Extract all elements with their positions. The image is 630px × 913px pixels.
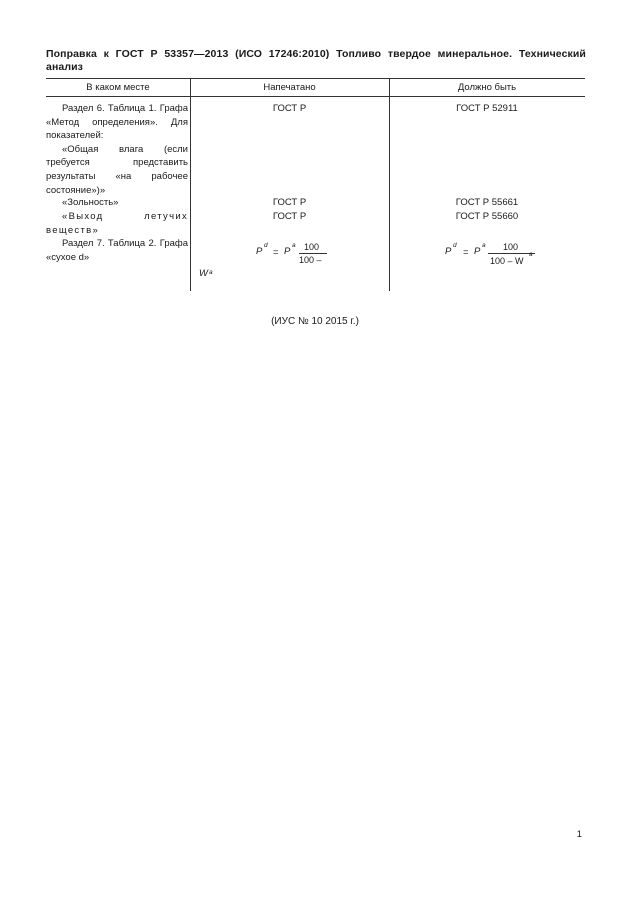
printed-formula-denominator: 100 –	[299, 255, 322, 265]
correct-formula-lhs-sup: d	[453, 242, 457, 249]
row-2-location-line-1: «Зольность»	[62, 197, 119, 208]
printed-formula-fraction-bar	[299, 253, 327, 254]
row-4-location-line-1: Раздел 7. Таблица 2. Графа «сухое d»	[46, 238, 188, 263]
row-3-location-line-1: «Выход летучих веществ»	[46, 211, 188, 236]
row-4-location	[46, 237, 188, 264]
correct-formula-denominator: 100 – W	[490, 256, 524, 266]
printed-formula-rhs: P	[284, 246, 291, 257]
column-header-printed: Напечатано	[263, 82, 316, 93]
row-2-printed: ГОСТ Р	[272, 197, 307, 208]
page-number: 1	[576, 829, 582, 840]
printed-formula-lhs-sup: d	[264, 242, 268, 249]
row-1-should-be: ГОСТ Р 52911	[456, 103, 518, 114]
correct-formula-lhs: P	[445, 246, 452, 257]
printed-formula-rhs-sup: a	[292, 242, 296, 249]
row-1-location-line-1: Раздел 6. Таблица 1. Графа «Метод определения». Для показателей:	[46, 103, 188, 142]
column-header-should-be: Должно быть	[457, 82, 517, 93]
row-2-location	[46, 196, 188, 210]
printed-formula-eq: =	[273, 247, 279, 258]
column-header-location: В каком месте	[86, 82, 150, 93]
row-1-location-line-2: «Общая влага (если требуется представить результаты «на рабочее состояние»)»	[46, 143, 188, 196]
row-1-location	[46, 102, 188, 197]
table-header-border	[46, 96, 585, 97]
row-1-printed: ГОСТ Р	[272, 103, 307, 114]
row-3-printed: ГОСТ Р	[272, 211, 307, 222]
printed-formula-numerator: 100	[304, 242, 320, 252]
printed-formula-tail: W	[199, 268, 208, 279]
correct-formula-numerator: 100	[503, 242, 519, 252]
table-top-border	[46, 78, 585, 79]
row-2-should-be: ГОСТ Р 55661	[455, 197, 519, 208]
document-title: Поправка к ГОСТ Р 53357—2013 (ИСО 17246:2010) Топливо твердое минеральное. Технический анализ	[46, 48, 586, 73]
correct-formula-eq: =	[463, 247, 469, 258]
row-3-should-be: ГОСТ Р 55660	[455, 211, 519, 222]
printed-formula-tail-sup: a	[209, 269, 213, 276]
printed-formula-lhs: P	[256, 246, 263, 257]
correct-formula-denominator-sup: a	[529, 251, 533, 258]
row-3-location	[46, 210, 188, 237]
correct-formula-rhs: P	[474, 246, 481, 257]
footer-note: (ИУС № 10 2015 г.)	[271, 316, 359, 327]
correct-formula-fraction-bar	[488, 253, 535, 254]
correct-formula-rhs-sup: a	[482, 242, 486, 249]
